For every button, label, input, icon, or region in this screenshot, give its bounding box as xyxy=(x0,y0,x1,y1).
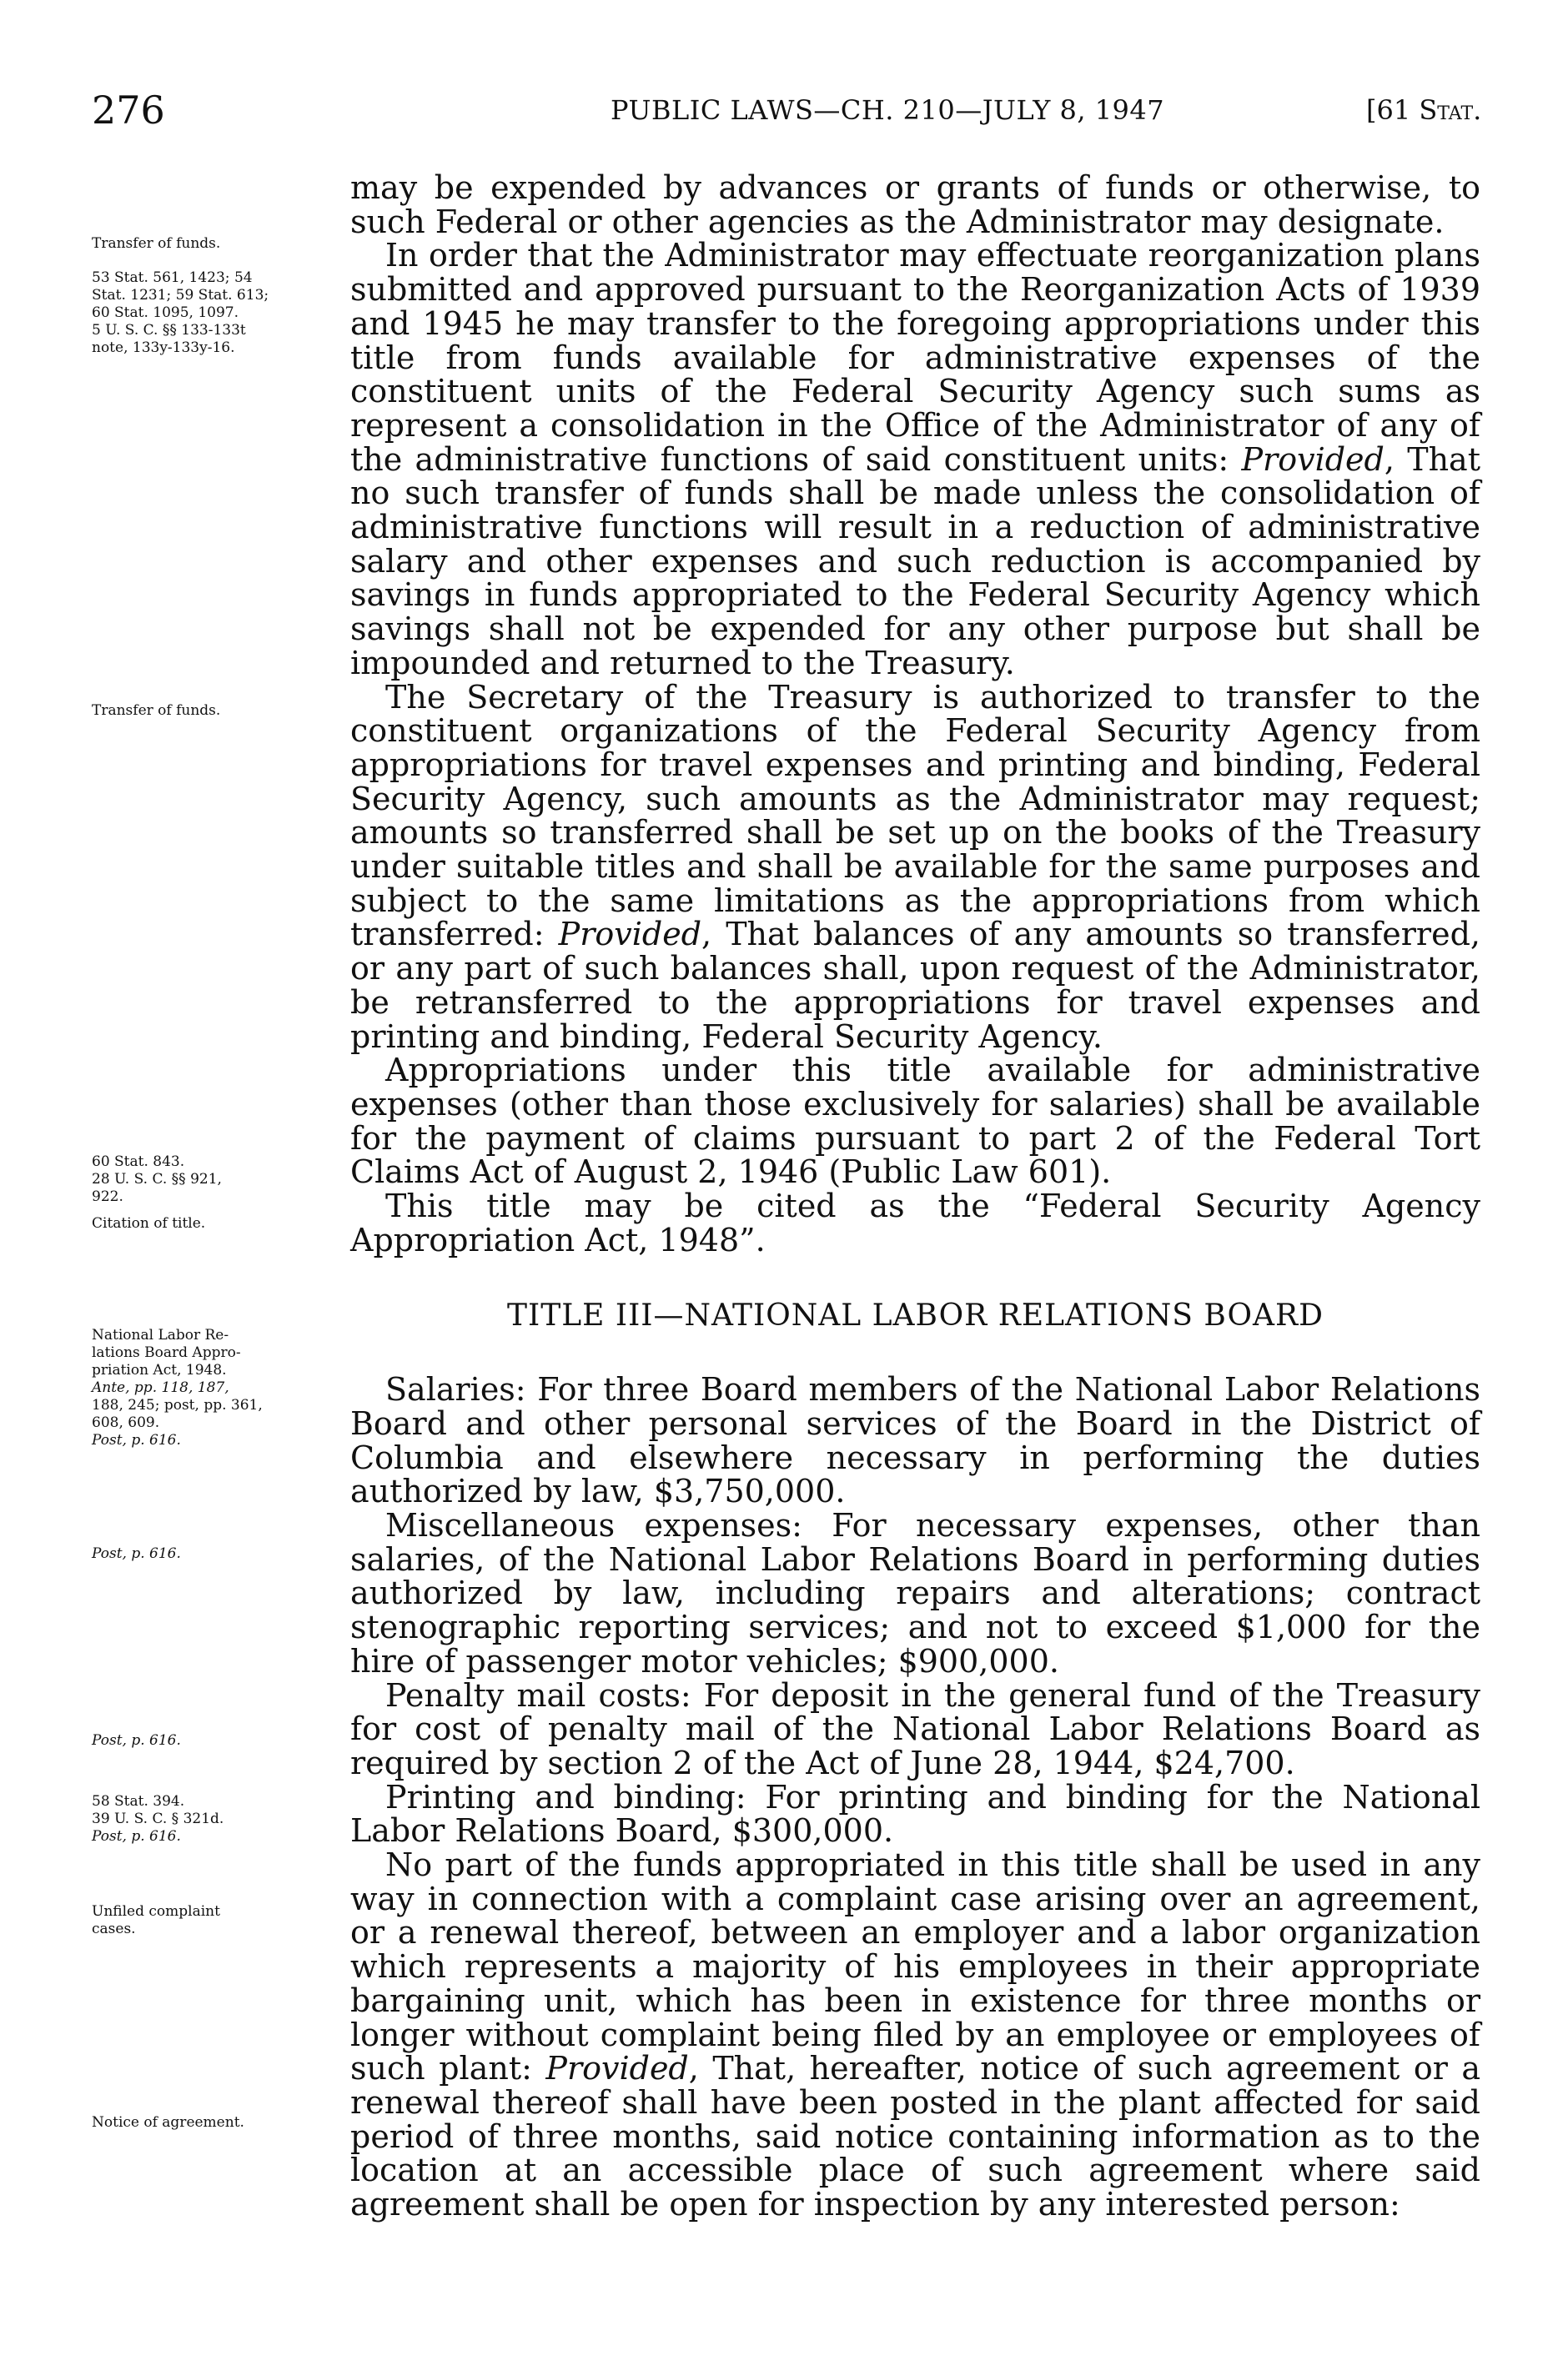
paragraph: Appropriations under this title available for administrative expenses (other than those exclusively for salaries) shall be available for the payment of claims pursuant to part 2 of the Federal Tort Claims Act of August 2, 1946 (Public Law 601). xyxy=(350,1052,1480,1191)
paragraph: Penalty mail costs: For deposit in the general fund of the Treasury for cost of penalty mail of the National Labor Relations Board as required by section 2 of the Act of June 28, 1944, $24,700. xyxy=(350,1676,1480,1781)
margin-note-citation: National Labor Re- lations Board Appro- priation Act, 1948. Ante, pp. 118, 187, 188, 245; post, pp. 361, 608, 609. Post, p. 616. xyxy=(92,1327,263,1449)
running-head: PUBLIC LAWS—CH. 210—JULY 8, 1947 xyxy=(611,94,1165,126)
paragraph: may be expended by advances or grants of funds or otherwise, to such Federal or other agencies as the Administrator may designate. xyxy=(350,169,1480,240)
margin-note: Citation of title. xyxy=(92,1215,206,1232)
paragraph: Salaries: For three Board members of the National Labor Relations Board and other personal services of the Board in the District of Columbia and elsewhere necessary in performing the duties authorized by law, $3,750,000. xyxy=(350,1371,1480,1510)
margin-note-citation: Post, p. 616. xyxy=(92,1732,181,1749)
margin-note: Transfer of funds. xyxy=(92,702,221,719)
paragraph: The Secretary of the Treasury is authorized to transfer to the constituent organizations of the Federal Security Agency from appropriations for travel expenses and printing and binding, Federal Security Agency, such amounts as the Administrator may request; amounts so transferred shall be set up on the books of the Treasury under suitable titles and shall be available for the same purposes and subject to the same limitations as the appropriations from which transferred: Provided, That balances of any amounts so transferred, or any part of such balances shall, upon request of the Administrator, be retransferred to the appropriations for travel expenses and printing and binding, Federal Security Agency. xyxy=(350,678,1480,1055)
paragraph: No part of the funds appropriated in this title shall be used in any way in connection with a complaint case arising over an agreement, or a renewal thereof, between an employer and a labor organization which represents a majority of his employees in their appropriate bargaining unit, which has been in existence for three months or longer without complaint being filed by an employee or employees of such plant: Provided, That, hereafter, notice of such agreement or a renewal thereof shall have been posted in the plant affected for said period of three months, said notice containing information as to the location at an accessible place of such agreement where said agreement shall be open for inspection by any interested person: xyxy=(350,1846,1480,2223)
paragraph: In order that the Administrator may effectuate reorganization plans submitted and approved pursuant to the Reorganization Acts of 1939 and 1945 he may transfer to the foregoing appropriations under this title from funds available for administrative expenses of the constituent units of the Federal Security Agency such sums as represent a consolidation in the Office of the Administrator of any of the administrative functions of said constituent units: Provided, That no such transfer of funds shall be made unless the consolidation of administrative functions will result in a reduction of administrative salary and other expenses and such reduction is accompanied by savings in funds appropriated to the Federal Security Agency which savings shall not be expended for any other purpose but shall be impounded and returned to the Treasury. xyxy=(350,237,1480,681)
paragraph: Miscellaneous expenses: For necessary expenses, other than salaries, of the National Labor Relations Board in performing duties authorized by law, including repairs and alterations; contract stenographic reporting services; and not to exceed $1,000 for the hire of passenger motor vehicles; $900,000. xyxy=(350,1507,1480,1680)
margin-note: Notice of agreement. xyxy=(92,2114,244,2131)
statute-reference: [61 Stat. xyxy=(1366,94,1482,126)
section-title: TITLE III—NATIONAL LABOR RELATIONS BOARD xyxy=(506,1298,1324,1333)
margin-note-citation: Post, p. 616. xyxy=(92,1545,181,1562)
paragraph: Printing and binding: For printing and binding for the National Labor Relations Board, $300,000. xyxy=(350,1778,1480,1850)
running-header xyxy=(0,88,1568,138)
main-text xyxy=(350,171,1480,2222)
margin-note: Unfiled complaint cases. xyxy=(92,1903,220,1937)
paragraph: This title may be cited as the “Federal Security Agency Appropriation Act, 1948”. xyxy=(350,1188,1480,1258)
margin-note-citation: 58 Stat. 394. 39 U. S. C. § 321d. Post, p. 616. xyxy=(92,1793,224,1845)
margin-note-citation: 60 Stat. 843. 28 U. S. C. §§ 921, 922. xyxy=(92,1153,222,1205)
margin-note-citation: 53 Stat. 561, 1423; 54 Stat. 1231; 59 Stat. 613; 60 Stat. 1095, 1097. 5 U. S. C. §§ 133-133t note, 133y-133y-16. xyxy=(92,269,269,356)
page-number: 276 xyxy=(92,88,165,133)
margin-note: Transfer of funds. xyxy=(92,235,221,252)
